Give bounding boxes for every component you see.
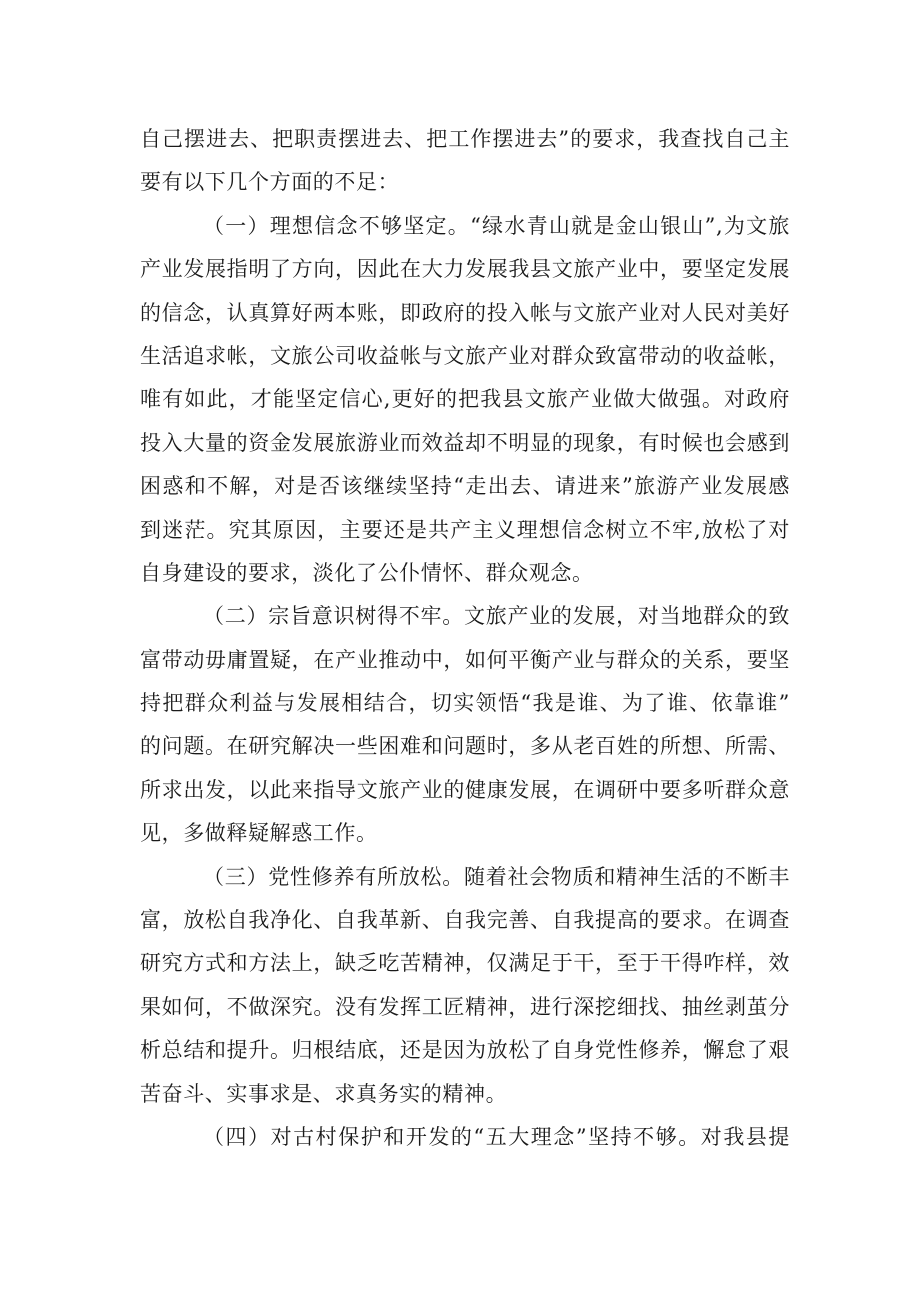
text-line: 研究方式和方法上，缺乏吃苦精神，仅满足于干，至于干得咋样，效 bbox=[140, 951, 790, 976]
text-line: 投入大量的资金发展旅游业而效益却不明显的现象，有时候也会感到 bbox=[140, 430, 790, 455]
text-line: 要有以下几个方面的不足： bbox=[140, 170, 400, 195]
text-line: 唯有如此，才能坚定信心,更好的把我县文旅产业做大做强。对政府 bbox=[140, 387, 790, 412]
text-line: 苦奋斗、实事求是、求真务实的精神。 bbox=[140, 1081, 508, 1106]
text-line: 所求出发，以此来指导文旅产业的健康发展，在调研中要多听群众意 bbox=[140, 777, 790, 802]
text-line: 产业发展指明了方向，因此在大力发展我县文旅产业中，要坚定发展 bbox=[140, 257, 790, 282]
text-line: （三）党性修养有所放松。随着社会物质和精神生活的不断丰 bbox=[203, 864, 790, 889]
text-line: （二）宗旨意识树得不牢。文旅产业的发展，对当地群众的致 bbox=[203, 604, 790, 629]
text-line: 生活追求帐，文旅公司收益帐与文旅产业对群众致富带动的收益帐， bbox=[140, 343, 790, 368]
text-line: 析总结和提升。归根结底，还是因为放松了自身党性修养，懈怠了艰 bbox=[140, 1038, 790, 1063]
text-line: （一）理想信念不够坚定。“绿水青山就是金山银山”,为文旅 bbox=[203, 213, 790, 238]
text-line: 富带动毋庸置疑，在产业推动中，如何平衡产业与群众的关系，要坚 bbox=[140, 647, 790, 672]
text-line: 富，放松自我净化、自我革新、自我完善、自我提高的要求。在调查 bbox=[140, 908, 790, 933]
text-line: 困惑和不解，对是否该继续坚持“走出去、请进来”旅游产业发展感 bbox=[140, 474, 790, 499]
text-line: 自身建设的要求，淡化了公仆情怀、群众观念。 bbox=[140, 560, 594, 585]
document-body bbox=[140, 118, 790, 1159]
text-line: 果如何，不做深究。没有发挥工匠精神，进行深挖细找、抽丝剥茧分 bbox=[140, 994, 790, 1019]
text-line: （四）对古村保护和开发的“五大理念”坚持不够。对我县提 bbox=[203, 1124, 790, 1149]
text-line: 的信念，认真算好两本账，即政府的投入帐与文旅产业对人民对美好 bbox=[140, 300, 790, 325]
text-line: 的问题。在研究解决一些困难和问题时，多从老百姓的所想、所需、 bbox=[140, 734, 790, 759]
text-line: 自己摆进去、把职责摆进去、把工作摆进去”的要求，我查找自己主 bbox=[140, 127, 790, 151]
text-line: 到迷茫。究其原因，主要还是共产主义理想信念树立不牢,放松了对 bbox=[140, 517, 790, 542]
text-line: 见，多做释疑解惑工作。 bbox=[140, 821, 378, 846]
text-line: 持把群众利益与发展相结合，切实领悟“我是谁、为了谁、依靠谁” bbox=[140, 691, 790, 716]
